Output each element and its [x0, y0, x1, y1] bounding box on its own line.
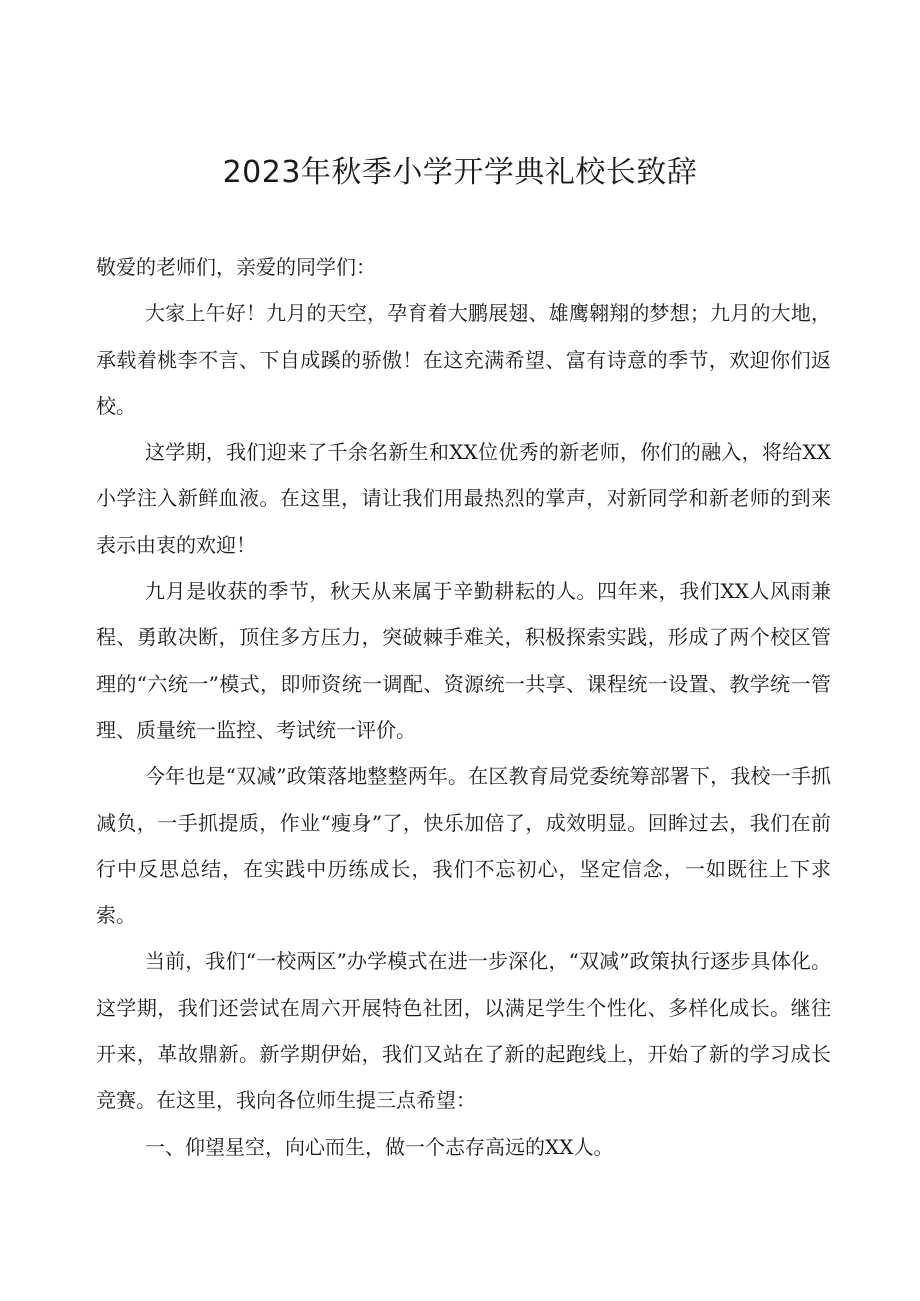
- paragraph-double-reduction: 今年也是“双减”政策落地整整两年。在区教育局党委统筹部署下，我校一手抓减负，一手抓提质，作业“瘦身”了，快乐加倍了，成效明显。回眸过去，我们在前行中反思总结，在实践中历练成长，我们不忘初心，坚定信念，一如既往上下求索。: [96, 764, 831, 928]
- salutation: 敬爱的老师们，亲爱的同学们：: [96, 255, 376, 279]
- paragraph-harvest: 九月是收获的季节，秋天从来属于辛勤耕耘的人。四年来，我们XX人风雨兼程、勇敢决断，顶住多方压力，突破棘手难关，积极探索实践，形成了两个校区管理的“六统一”模式，即师资统一调配、资源统一共享、课程统一设置、教学统一管理、质量统一监控、考试统一评价。: [96, 579, 831, 742]
- paragraph-greeting: 大家上午好！九月的天空，孕育着大鹏展翅、雄鹰翱翔的梦想；九月的大地，承载着桃李不言、下自成蹊的骄傲！在这充满希望、富有诗意的季节，欢迎你们返校。: [96, 301, 831, 418]
- document-title: 2023年秋季小学开学典礼校长致辞: [222, 155, 698, 190]
- paragraph-hope-one: 一、仰望星空，向心而生，做一个志存高远的XX人。: [145, 1134, 614, 1159]
- paragraph-welcome-new: 这学期，我们迎来了千余名新生和XX位优秀的新老师，你们的融入，将给XX小学注入新鲜血液。在这里，请让我们用最热烈的掌声，对新同学和新老师的到来表示由衷的欢迎！: [96, 440, 831, 557]
- paragraph-current: 当前，我们“一校两区”办学模式在进一步深化，“双减”政策执行逐步具体化。这学期，我们还尝试在周六开展特色社团，以满足学生个性化、多样化成长。继往开来，革故鼎新。新学期伊始，我们又站在了新的起跑线上，开始了新的学习成长竞赛。在这里，我向各位师生提三点希望：: [96, 949, 831, 1113]
- document-body: [96, 244, 831, 1170]
